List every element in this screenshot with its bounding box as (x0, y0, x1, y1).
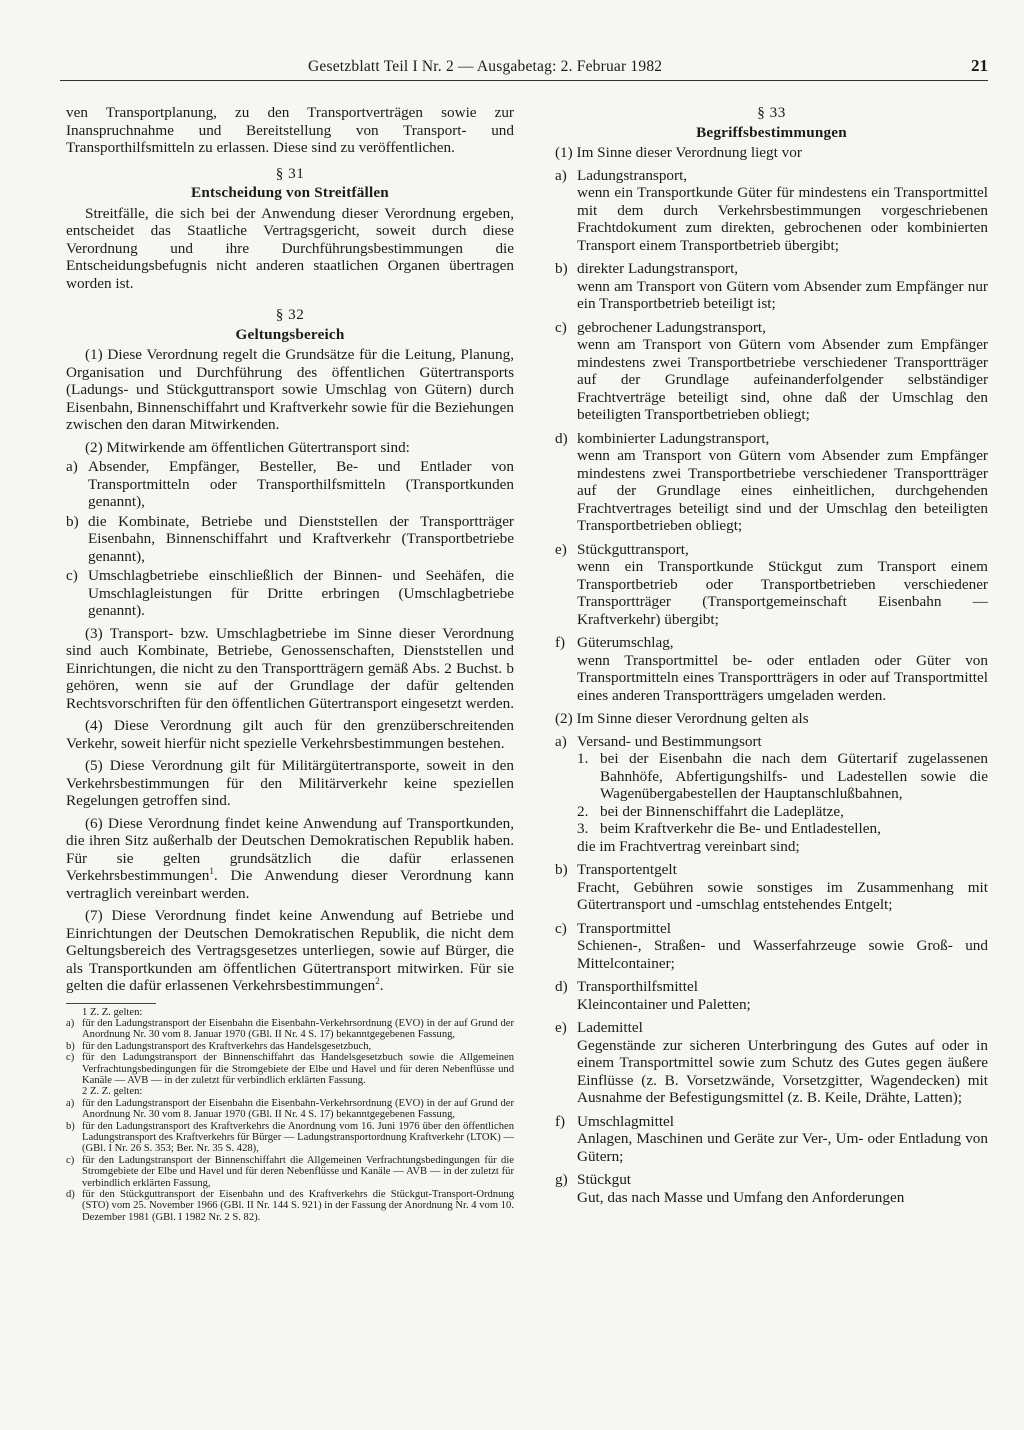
definition-marker: a) (555, 166, 567, 184)
footnote-ref-1: 1 (209, 865, 214, 876)
definition-item (555, 978, 988, 1013)
definition-item (555, 920, 988, 973)
right-column (555, 104, 988, 1212)
definition-term: Güterumschlag, (577, 634, 674, 651)
definition-text: Fracht, Gebühren sowie sonstiges im Zusammenhang mit Gütertransport und -umschlag entstehendes Entgelt; (577, 878, 988, 913)
numbered-text: beim Kraftverkehr die Be- und Entladestellen, (600, 820, 881, 837)
list-marker: c) (66, 567, 78, 584)
definition-term: Ladungstransport, (577, 166, 688, 184)
definition-term: direkter Ladungstransport, (577, 260, 739, 277)
definition-marker: b) (555, 260, 568, 277)
page-header (60, 58, 988, 81)
definition-term: Stückguttransport, (577, 540, 689, 558)
section-32-title: Geltungsbereich (235, 325, 345, 343)
section-31-text: Streitfälle, die sich bei der Anwendung dieser Verordnung ergeben, entscheidet das Staatliche Vertragsgericht, soweit durch diese Verordnung und ihre Durchführungsbestimmungen die Entscheidungsbefugnis nicht anderen staatlichen Organen übertragen worden ist. (66, 204, 514, 292)
footnote-marker: b) (66, 1040, 75, 1052)
definition-item (555, 319, 988, 424)
section-33-paragraph-1: (1) Im Sinne dieser Verordnung liegt vor (555, 144, 802, 161)
footnote-2-heading: 2 Z. Z. gelten: (82, 1086, 143, 1098)
definition-marker: d) (555, 429, 568, 447)
list-marker: a) (66, 458, 78, 475)
definition-term: Transportmittel (577, 919, 671, 937)
footnote-text: für den Stückguttransport der Eisenbahn und des Kraftverkehrs die Stückgut-Transport-Ordnung (STO) vom 25. November 1966 (GBl. II Nr. 144 S. 921) in der Fassung der Anordnung Nr. 4 vom 10. Dezember 1981 (GBl. I 1982 Nr. 2 S. 82). (82, 1189, 514, 1223)
footnotes (66, 1007, 514, 1224)
footnote-item (66, 1052, 514, 1086)
section-32-paragraph-3: (3) Transport- bzw. Umschlagbetriebe im Sinne dieser Verordnung sind auch Kombinate, Betriebe, Genossenschaften, Dienststellen und Einrichtungen, die nicht zu den Transportträgern gemäß Abs. 2 Buchst. b gehören, wenn sie auf der Grundlage der dafür geltenden Rechtsvorschriften für den öffentlichen Gütertransport eingesetzt werden. (66, 624, 515, 712)
paragraph-7-text: (7) Diese Verordnung findet keine Anwendung auf Betriebe und Einrichtungen der Deutschen Demokratischen Republik, die nicht dem Geltungsbereich des Vertragsgesetzes unterliegen, sowie auf Bürger, die als Transportkunden am öffentlichen Gütertransport mitwirken. Für sie gelten die dafür erlassenen Verkehrsbestimmungen (66, 907, 514, 994)
list-item (66, 513, 514, 566)
definition-text: Schienen-, Straßen- und Wasserfahrzeuge sowie Groß- und Mittelcontainer; (577, 937, 988, 972)
definition-text: die im Frachtvertrag vereinbart sind; (577, 837, 800, 855)
definition-text: wenn ein Transportkunde Stückgut zum Transport einem Transportbetrieb oder Transportbetrieben verschiedener Transportträger (Transportgemeinschaft Eisenbahn — Kraftverkehr) übergibt; (577, 558, 988, 628)
paragraph-7-tail: . (379, 977, 384, 994)
definition-item (555, 1171, 988, 1206)
definition-item (555, 430, 988, 535)
section-33-paragraph-2: (2) Im Sinne dieser Verordnung gelten als (555, 710, 809, 727)
numbered-item (577, 803, 988, 821)
definition-text: Gut, das nach Masse und Umfang den Anforderungen (577, 1188, 905, 1206)
definition-marker: e) (555, 1019, 567, 1036)
footnote-item (66, 1098, 514, 1121)
footnote-marker: d) (66, 1189, 75, 1200)
list-text: die Kombinate, Betriebe und Dienststellen der Transportträger Eisenbahn, Binnenschiffahrt und Kraftverkehr (Transportbetriebe genannt), (88, 512, 514, 565)
definition-term: gebrochener Ladungstransport, (577, 318, 766, 336)
footnote-text: für den Ladungstransport des Kraftverkehrs das Handelsgesetzbuch, (82, 1040, 372, 1052)
definition-marker: b) (555, 861, 568, 878)
footnote-ref-2: 2 (375, 975, 380, 986)
definition-text: wenn am Transport von Gütern vom Absender zum Empfänger mindestens zwei Transportbetriebe verschiedener Transportträger auf der Grundlage aufeinanderfolgender selbständiger Frachtverträge beteiligt sind, ohne daß der Umschlag den beteiligten Transportbetrieben obliegt; (577, 336, 988, 423)
section-32-paragraph-7 (66, 907, 514, 995)
definition-marker: e) (555, 540, 567, 558)
header-title: Gesetzblatt Teil I Nr. 2 — Ausgabetag: 2. Februar 1982 (308, 58, 663, 75)
footnote-separator (66, 1003, 156, 1004)
definition-item (555, 634, 988, 704)
definition-item (555, 1019, 988, 1107)
footnote-item (66, 1121, 514, 1155)
section-32-paragraph-2: (2) Mitwirkende am öffentlichen Gütertransport sind: (85, 438, 410, 456)
list-item (66, 458, 514, 511)
section-32-paragraph-6 (66, 815, 514, 903)
definition-term: Lademittel (577, 1019, 643, 1036)
footnote-item (66, 1189, 514, 1223)
definition-marker: c) (555, 318, 567, 336)
definition-term: Umschlagmittel (577, 1112, 675, 1130)
definition-item (555, 861, 988, 914)
paragraph-6-text: (6) Diese Verordnung findet keine Anwendung auf Transportkunden, die ihren Sitz außerhalb der Deutschen Demokratischen Republik haben. Für sie gelten grundsätzlich die dafür erlassenen Verkehrsbestimmungen (66, 814, 514, 884)
definition-text: wenn ein Transportkunde Güter für mindestens ein Transportmittel mit dem durch Verkehrsbestimmungen vorgeschriebenen Frachtdokument zum direkten, gebrochenen oder kombinierten Transport einem Transportbetrieb übergibt; (577, 184, 988, 254)
number-marker: 2. (577, 802, 589, 820)
definition-item (555, 1113, 988, 1166)
numbered-text: bei der Binnenschiffahrt die Ladeplätze, (600, 802, 844, 820)
footnote-marker: b) (66, 1120, 75, 1132)
numbered-item (577, 750, 988, 803)
definition-item (555, 733, 988, 856)
footnote-text: für den Ladungstransport des Kraftverkehrs die Anordnung vom 16. Juni 1976 über den öffentlichen Ladungstransport des Kraftverkehrs für Bürger — Ladungstransportordnung Kraftverkehr (LTOK) — (GBl. I Nr. 26 S. 353; Ber. Nr. 35 S. 428), (82, 1120, 514, 1155)
section-32-paragraph-1: (1) Diese Verordnung regelt die Grundsätze für die Leitung, Planung, Organisation und Durchführung des öffentlichen Gütertransports (Ladungs- und Stückguttransport sowie Umschlag von Gütern) durch Eisenbahn, Binnenschiffahrt und Kraftverkehr sowie für die Beziehungen zwischen den daran Mitwirkenden. (66, 346, 514, 433)
footnote-text: für den Ladungstransport der Eisenbahn die Eisenbahn-Verkehrsordnung (EVO) in der auf Grund der Anordnung Nr. 30 vom 8. Januar 1970 (GBl. II Nr. 4 S. 17) bekanntgegebenen Fassung, (82, 1017, 514, 1041)
footnote-item (66, 1041, 514, 1052)
section-33-heading: § 33 (757, 104, 786, 121)
section-31-heading: § 31 (275, 164, 305, 182)
definition-term: Versand- und Bestimmungsort (577, 732, 762, 750)
definition-text: wenn am Transport von Gütern vom Absender zum Empfänger nur ein Transportbetrieb beteiligt ist; (577, 277, 988, 312)
page-number: 21 (971, 56, 988, 75)
definition-term: Transporthilfsmittel (577, 978, 698, 995)
definition-item (555, 541, 988, 629)
list-marker: b) (66, 512, 79, 530)
footnote-marker: c) (66, 1154, 75, 1166)
definition-text: Kleincontainer und Paletten; (577, 995, 751, 1013)
definition-marker: f) (555, 634, 566, 651)
footnote-item (66, 1018, 514, 1041)
numbered-text: bei der Eisenbahn die nach dem Gütertarif zugelassenen Bahnhöfe, Abfertigungshilfs- und Ladestellen sowie die Wagenübergabestellen der Hauptanschlußbahnen, (600, 750, 988, 802)
section-32-paragraph-4: (4) Diese Verordnung gilt auch für den grenzüberschreitenden Verkehr, soweit hierfür nicht spezielle Verkehrsbestimmungen bestehen. (66, 717, 514, 752)
definition-marker: g) (555, 1171, 568, 1188)
definition-marker: f) (555, 1112, 566, 1130)
footnote-text: für den Ladungstransport der Binnenschiffahrt das Handelsgesetzbuch sowie die Allgemeinen Verfrachtungsbedingungen für die Stromgebiete der Elbe und Havel und für deren Nebenflüsse und Kanäle — AVB — in der zuletzt für verbindlich erklärten Fassung. (82, 1052, 514, 1086)
number-marker: 1. (577, 750, 589, 767)
section-32-paragraph-5: (5) Diese Verordnung gilt für Militärgütertransporte, soweit in den Verkehrsbestimmungen für den Militärverkehr keine speziellen Regelungen getroffen sind. (66, 757, 514, 809)
definition-marker: c) (555, 919, 567, 937)
paragraph-6-tail: . Die Anwendung dieser Verordnung kann vertraglich vereinbart werden. (66, 867, 514, 902)
footnote-marker: c) (66, 1052, 75, 1064)
section-33-title: Begriffsbestimmungen (696, 123, 847, 141)
list-item (66, 567, 514, 620)
list-text: Umschlagbetriebe einschließlich der Binnen- und Seehäfen, die Umschlagleistungen für Dritte erbringen (Umschlagbetriebe genannt). (88, 567, 514, 619)
footnote-text: für den Ladungstransport der Eisenbahn die Eisenbahn-Verkehrsordnung (EVO) in der auf Grund der Anordnung Nr. 30 vom 8. Januar 1970 (GBl. II Nr. 4 S. 17) bekanntgegebenen Fassung, (82, 1097, 514, 1121)
number-marker: 3. (577, 820, 589, 837)
footnote-item (66, 1155, 514, 1189)
footnote-marker: a) (66, 1017, 75, 1029)
left-column (66, 104, 514, 1223)
intro-paragraph: ven Transportplanung, zu den Transportverträgen sowie zur Inanspruchnahme und Bereitstellung von Transport- und Transporthilfsmitteln zu erlassen. Diese sind zu veröffentlichen. (66, 104, 514, 156)
definition-item (555, 167, 988, 255)
list-text: Absender, Empfänger, Besteller, Be- und Entlader von Transportmitteln oder Transporthilfsmitteln (Transportkunden genannt), (88, 458, 514, 510)
definition-text: wenn Transportmittel be- oder entladen oder Güter von Transportmitteln eines Transportträgers in oder auf Transportmittel eines anderen Transportträgers umgeladen werden. (577, 651, 988, 704)
definition-text: Anlagen, Maschinen und Geräte zur Ver-, Um- oder Entladung von Gütern; (577, 1130, 988, 1165)
definition-marker: d) (555, 978, 568, 995)
definition-term: Transportentgelt (577, 861, 677, 878)
definition-marker: a) (555, 732, 567, 750)
definition-term: kombinierter Ladungstransport, (577, 429, 770, 447)
numbered-item (577, 820, 988, 838)
definition-item (555, 260, 988, 313)
section-31-title: Entscheidung von Streitfällen (191, 184, 389, 201)
footnote-text: für den Ladungstransport der Binnenschiffahrt die Allgemeinen Verfrachtungsbedingungen für die Stromgebiete der Elbe und Havel und für deren Nebenflüsse und Kanäle — AVB — in der zuletzt für verbindlich erklärten Fassung, (82, 1154, 514, 1189)
definition-term: Stückgut (577, 1171, 632, 1188)
definition-text: Gegenstände zur sicheren Unterbringung des Gutes auf oder in einem Transportmittel sowie zum Schutz des Gutes gegen äußere Einflüsse (z. B. Vorsetzwände, Vorsetzgitter, Wagendecken) mit Ausnahme der Befestigungsmittel (z. B. Keile, Drähte, Latten); (577, 1036, 988, 1106)
section-32-heading: § 32 (275, 306, 305, 323)
definition-text: wenn am Transport von Gütern vom Absender zum Empfänger mindestens zwei Transportbetriebe verschiedener Transportträger auf der Grundlage eines einheitlichen, durchgehenden Frachtvertrages beteiligt sind und der Umschlag den beteiligten Transportbetrieben obliegt; (577, 447, 988, 534)
footnote-1-heading: 1 Z. Z. gelten: (82, 1006, 143, 1018)
footnote-marker: a) (66, 1097, 75, 1109)
